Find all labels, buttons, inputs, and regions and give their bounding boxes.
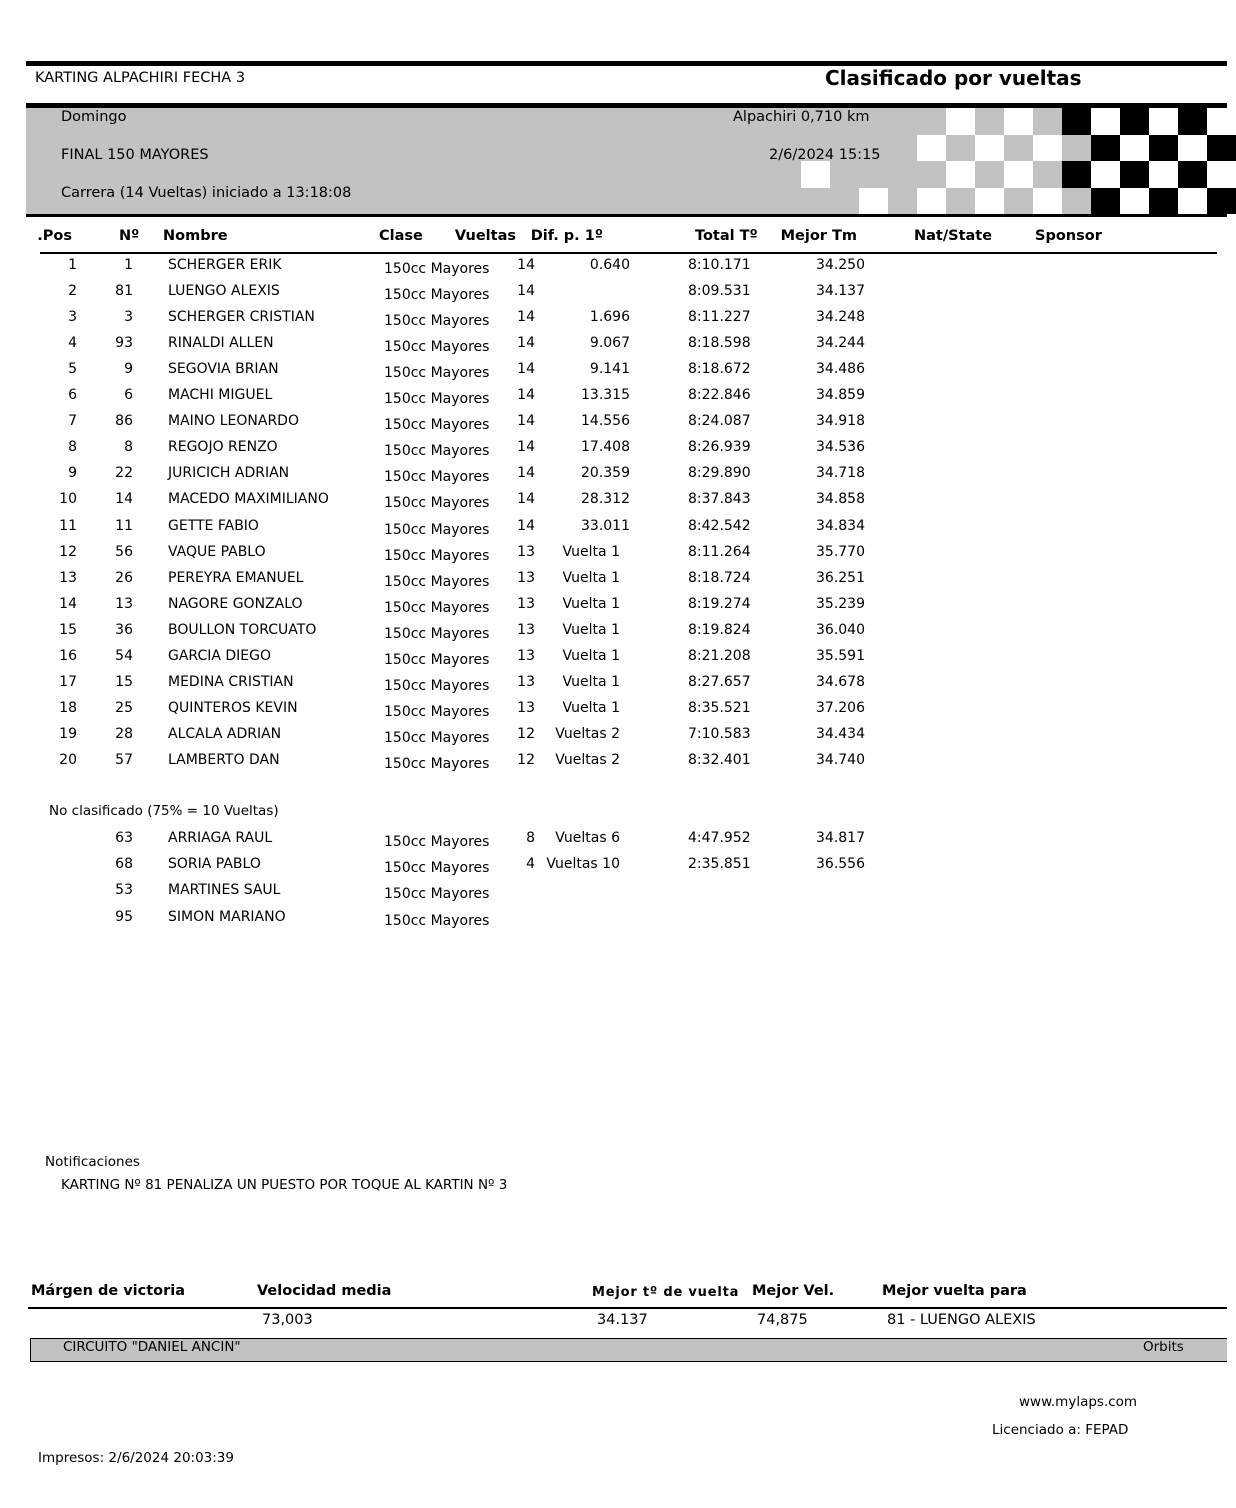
license: Licenciado a: FEPAD <box>992 1422 1129 1438</box>
diff-cell: 1 Vuelta <box>562 621 620 638</box>
diff-cell: 6 Vueltas <box>555 830 620 846</box>
col-sponsor: Sponsor <box>1035 228 1102 244</box>
table-row <box>0 751 1227 777</box>
kart-number-cell: 57 <box>115 751 133 768</box>
table-row <box>0 543 1227 569</box>
pos-cell: 5 <box>68 361 77 378</box>
kart-number-cell: 11 <box>115 517 133 534</box>
pos-cell: 1 <box>68 257 77 273</box>
laps-cell: 14 <box>517 439 535 456</box>
best-lap-cell: 34.434 <box>816 725 865 742</box>
col-num: Nº <box>119 228 140 244</box>
diff-cell: 10 Vueltas <box>546 856 620 873</box>
kart-number-cell: 3 <box>124 309 133 326</box>
driver-name-cell: MEDINA CRISTIAN <box>168 673 294 690</box>
best-lap-cell: 34.918 <box>816 413 865 430</box>
driver-name-cell: MAINO LEONARDO <box>168 413 299 430</box>
col-pos: Pos. <box>37 228 72 244</box>
best-lap-cell: 35.591 <box>816 647 865 664</box>
class-cell: 150cc Mayores <box>384 469 490 486</box>
class-cell: 150cc Mayores <box>384 625 490 642</box>
laps-cell: 12 <box>517 751 535 768</box>
table-row <box>0 855 1227 881</box>
driver-name-cell: SIMON MARIANO <box>168 908 286 925</box>
kart-number-cell: 6 <box>124 387 133 404</box>
diff-cell: 9.067 <box>589 335 630 352</box>
driver-name-cell: NAGORE GONZALO <box>168 595 303 612</box>
class-cell: 150cc Mayores <box>384 365 490 382</box>
laps-cell: 14 <box>517 335 535 352</box>
diff-cell: 1 Vuelta <box>562 699 620 716</box>
pos-cell: 10 <box>59 491 77 508</box>
table-row <box>0 621 1227 647</box>
driver-name-cell: MARTINES SAUL <box>168 882 281 899</box>
laps-cell: 13 <box>517 543 535 560</box>
class-cell: 150cc Mayores <box>384 651 490 668</box>
best-lap-value: 34.137 <box>597 1312 648 1328</box>
total-time-cell: 8:19.824 <box>688 621 751 638</box>
kart-number-cell: 13 <box>115 595 133 612</box>
avg-speed-label: Velocidad media <box>257 1283 392 1299</box>
total-time-cell: 8:32.401 <box>688 751 751 768</box>
laps-cell: 13 <box>517 621 535 638</box>
laps-cell: 13 <box>517 595 535 612</box>
table-row <box>0 360 1227 386</box>
table-row <box>0 334 1227 360</box>
best-lap-cell: 37.206 <box>816 699 865 716</box>
kart-number-cell: 15 <box>115 673 133 690</box>
driver-name-cell: SEGOVIA BRIAN <box>168 361 279 378</box>
driver-name-cell: SCHERGER CRISTIAN <box>168 309 315 326</box>
total-time-cell: 8:27.657 <box>688 673 751 690</box>
col-laps: Vueltas <box>454 228 516 244</box>
printed-time: Impresos: 2/6/2024 20:03:39 <box>38 1450 234 1466</box>
class-cell: 150cc Mayores <box>384 521 490 538</box>
laps-cell: 13 <box>517 569 535 586</box>
kart-number-cell: 93 <box>115 335 133 352</box>
driver-name-cell: BOULLON TORCUATO <box>168 621 317 638</box>
class-cell: 150cc Mayores <box>384 495 490 512</box>
table-row <box>0 881 1227 907</box>
laps-cell: 4 <box>526 856 535 873</box>
driver-name-cell: ALCALA ADRIAN <box>168 725 282 742</box>
table-row <box>0 908 1227 934</box>
table-row <box>0 308 1227 334</box>
diff-cell: 0.640 <box>589 257 630 273</box>
laps-cell: 14 <box>517 387 535 404</box>
day-label: Domingo <box>61 109 127 125</box>
table-row <box>0 595 1227 621</box>
table-row <box>0 256 1227 282</box>
total-time-cell: 8:29.890 <box>688 465 751 482</box>
best-lap-by-label: Mejor vuelta para <box>882 1283 1027 1299</box>
class-cell: 150cc Mayores <box>384 729 490 746</box>
diff-cell: 1.696 <box>589 309 630 326</box>
report-title: Clasificado por vueltas <box>825 66 1082 90</box>
driver-name-cell: PEREYRA EMANUEL <box>168 569 304 586</box>
diff-cell: 2 Vueltas <box>555 725 620 742</box>
diff-cell: 1 Vuelta <box>562 543 620 560</box>
col-class: Clase <box>379 228 423 244</box>
best-lap-cell: 36.251 <box>816 569 865 586</box>
pos-cell: 20 <box>59 751 77 768</box>
kart-number-cell: 63 <box>115 830 133 846</box>
pos-cell: 4 <box>68 335 77 352</box>
class-cell: 150cc Mayores <box>384 834 490 850</box>
summary-rule <box>28 1307 1227 1309</box>
class-cell: 150cc Mayores <box>384 599 490 616</box>
laps-cell: 14 <box>517 465 535 482</box>
session-name: FINAL 150 MAYORES <box>61 147 209 163</box>
best-lap-cell: 34.858 <box>816 491 865 508</box>
best-lap-cell: 34.536 <box>816 439 865 456</box>
total-time-cell: 8:18.724 <box>688 569 751 586</box>
diff-cell: 17.408 <box>581 439 630 456</box>
class-cell: 150cc Mayores <box>384 703 490 720</box>
kart-number-cell: 22 <box>115 465 133 482</box>
pos-cell: 9 <box>68 465 77 482</box>
laps-cell: 14 <box>517 517 535 534</box>
margin-label: Márgen de victoria <box>31 1283 186 1299</box>
avg-speed-value: 73,003 <box>262 1312 313 1328</box>
total-time-cell: 7:10.583 <box>688 725 751 742</box>
class-cell: 150cc Mayores <box>384 677 490 694</box>
total-time-cell: 8:24.087 <box>688 413 751 430</box>
table-row <box>0 464 1227 490</box>
table-row <box>0 517 1227 543</box>
table-row <box>0 829 1227 855</box>
driver-name-cell: MACEDO MAXIMILIANO <box>168 491 329 508</box>
driver-name-cell: JURICICH ADRIAN <box>168 465 290 482</box>
driver-name-cell: VAQUE PABLO <box>168 543 266 560</box>
class-cell: 150cc Mayores <box>384 912 490 929</box>
kart-number-cell: 56 <box>115 543 133 560</box>
diff-cell: 33.011 <box>581 517 630 534</box>
total-time-cell: 8:09.531 <box>688 283 751 300</box>
track-label: Alpachiri 0,710 km <box>733 109 870 125</box>
kart-number-cell: 36 <box>115 621 133 638</box>
total-time-cell: 8:37.843 <box>688 491 751 508</box>
diff-cell: 20.359 <box>581 465 630 482</box>
class-cell: 150cc Mayores <box>384 391 490 408</box>
table-row <box>0 569 1227 595</box>
total-time-cell: 4:47.952 <box>688 830 751 846</box>
total-time-cell: 8:26.939 <box>688 439 751 456</box>
table-row <box>0 386 1227 412</box>
kart-number-cell: 25 <box>115 699 133 716</box>
class-cell: 150cc Mayores <box>384 886 490 903</box>
best-lap-cell: 36.556 <box>816 856 865 873</box>
laps-cell: 14 <box>517 309 535 326</box>
laps-cell: 12 <box>517 725 535 742</box>
best-lap-label: Mejor tº de vuelta <box>592 1285 740 1300</box>
driver-name-cell: LUENGO ALEXIS <box>168 283 280 300</box>
driver-name-cell: GARCIA DIEGO <box>168 647 272 664</box>
laps-cell: 13 <box>517 673 535 690</box>
pos-cell: 19 <box>59 725 77 742</box>
total-time-cell: 8:10.171 <box>688 257 751 273</box>
best-lap-cell: 34.250 <box>816 257 865 273</box>
class-cell: 150cc Mayores <box>384 860 490 877</box>
brand-name: Orbits <box>1143 1339 1184 1355</box>
driver-name-cell: REGOJO RENZO <box>168 439 278 456</box>
best-lap-cell: 34.817 <box>816 830 865 846</box>
class-cell: 150cc Mayores <box>384 313 490 330</box>
pos-cell: 7 <box>68 413 77 430</box>
not-classified-title: No clasificado (75% = 10 Vueltas) <box>49 803 279 819</box>
kart-number-cell: 53 <box>115 882 133 899</box>
kart-number-cell: 26 <box>115 569 133 586</box>
kart-number-cell: 54 <box>115 647 133 664</box>
col-name: Nombre <box>163 228 228 244</box>
diff-cell: 13.315 <box>581 387 630 404</box>
kart-number-cell: 86 <box>115 413 133 430</box>
class-cell: 150cc Mayores <box>384 339 490 356</box>
race-info: Carrera (14 Vueltas) iniciado a 13:18:08 <box>61 185 352 201</box>
pos-cell: 11 <box>59 517 77 534</box>
circuit-name: CIRCUITO "DANIEL ANCIN" <box>63 1339 241 1355</box>
kart-number-cell: 68 <box>115 856 133 873</box>
best-lap-cell: 35.770 <box>816 543 865 560</box>
total-time-cell: 2:35.851 <box>688 856 751 873</box>
class-cell: 150cc Mayores <box>384 547 490 564</box>
table-header-rule <box>40 252 1217 254</box>
pos-cell: 2 <box>68 283 77 300</box>
pos-cell: 12 <box>59 543 77 560</box>
driver-name-cell: RINALDI ALLEN <box>168 335 274 352</box>
best-speed-value: 74,875 <box>757 1312 808 1328</box>
pos-cell: 18 <box>59 699 77 716</box>
kart-number-cell: 95 <box>115 908 133 925</box>
best-lap-cell: 36.040 <box>816 621 865 638</box>
kart-number-cell: 8 <box>124 439 133 456</box>
table-row <box>0 725 1227 751</box>
driver-name-cell: ARRIAGA RAUL <box>168 830 273 846</box>
diff-cell: 14.556 <box>581 413 630 430</box>
kart-number-cell: 28 <box>115 725 133 742</box>
laps-cell: 14 <box>517 413 535 430</box>
driver-name-cell: SCHERGER ERIK <box>168 257 282 273</box>
notification-text: KARTING Nº 81 PENALIZA UN PUESTO POR TOQUE AL KARTIN Nº 3 <box>61 1177 508 1193</box>
pos-cell: 16 <box>59 647 77 664</box>
total-time-cell: 8:19.274 <box>688 595 751 612</box>
diff-cell: 1 Vuelta <box>562 673 620 690</box>
driver-name-cell: GETTE FABIO <box>168 517 259 534</box>
class-cell: 150cc Mayores <box>384 573 490 590</box>
session-datetime: 2/6/2024 15:15 <box>769 147 881 163</box>
driver-name-cell: SORIA PABLO <box>168 856 261 873</box>
laps-cell: 14 <box>517 283 535 300</box>
diff-cell: 28.312 <box>581 491 630 508</box>
total-time-cell: 8:35.521 <box>688 699 751 716</box>
kart-number-cell: 1 <box>124 257 133 273</box>
diff-cell: 1 Vuelta <box>562 647 620 664</box>
table-row <box>0 282 1227 308</box>
class-cell: 150cc Mayores <box>384 261 490 277</box>
driver-name-cell: MACHI MIGUEL <box>168 387 273 404</box>
table-row <box>0 647 1227 673</box>
laps-cell: 13 <box>517 647 535 664</box>
total-time-cell: 8:42.542 <box>688 517 751 534</box>
best-lap-cell: 34.244 <box>816 335 865 352</box>
best-lap-cell: 34.137 <box>816 283 865 300</box>
total-time-cell: 8:11.264 <box>688 543 751 560</box>
laps-cell: 14 <box>517 491 535 508</box>
diff-cell: 2 Vueltas <box>555 751 620 768</box>
table-row <box>0 490 1227 516</box>
pos-cell: 14 <box>59 595 77 612</box>
total-time-cell: 8:18.672 <box>688 361 751 378</box>
notifications-title: Notificaciones <box>45 1154 140 1170</box>
total-time-cell: 8:22.846 <box>688 387 751 404</box>
best-lap-cell: 34.248 <box>816 309 865 326</box>
col-nat: Nat/State <box>914 228 993 244</box>
best-lap-by-value: 81 - LUENGO ALEXIS <box>887 1312 1036 1328</box>
col-best: Mejor Tm <box>780 228 857 244</box>
band-bottom-rule <box>26 214 1227 217</box>
class-cell: 150cc Mayores <box>384 287 490 304</box>
kart-number-cell: 9 <box>124 361 133 378</box>
diff-cell: 9.141 <box>589 361 630 378</box>
best-lap-cell: 34.678 <box>816 673 865 690</box>
class-cell: 150cc Mayores <box>384 443 490 460</box>
laps-cell: 14 <box>517 361 535 378</box>
total-time-cell: 8:21.208 <box>688 647 751 664</box>
kart-number-cell: 81 <box>115 283 133 300</box>
best-lap-cell: 34.486 <box>816 361 865 378</box>
driver-name-cell: QUINTEROS KEVIN <box>168 699 298 716</box>
pos-cell: 17 <box>59 673 77 690</box>
table-row <box>0 673 1227 699</box>
total-time-cell: 8:18.598 <box>688 335 751 352</box>
laps-cell: 8 <box>526 830 535 846</box>
total-time-cell: 8:11.227 <box>688 309 751 326</box>
best-lap-cell: 35.239 <box>816 595 865 612</box>
table-row <box>0 412 1227 438</box>
pos-cell: 6 <box>68 387 77 404</box>
class-cell: 150cc Mayores <box>384 417 490 434</box>
pos-cell: 13 <box>59 569 77 586</box>
kart-number-cell: 14 <box>115 491 133 508</box>
event-title: KARTING ALPACHIRI FECHA 3 <box>35 70 246 86</box>
laps-cell: 13 <box>517 699 535 716</box>
diff-cell: 1 Vuelta <box>562 595 620 612</box>
website: www.mylaps.com <box>1019 1394 1138 1410</box>
diff-cell: 1 Vuelta <box>562 569 620 586</box>
laps-cell: 14 <box>517 257 535 273</box>
pos-cell: 15 <box>59 621 77 638</box>
driver-name-cell: LAMBERTO DAN <box>168 751 280 768</box>
best-lap-cell: 34.718 <box>816 465 865 482</box>
col-total: Total Tº <box>695 228 758 244</box>
table-row <box>0 438 1227 464</box>
pos-cell: 8 <box>68 439 77 456</box>
pos-cell: 3 <box>68 309 77 326</box>
table-row <box>0 699 1227 725</box>
best-lap-cell: 34.740 <box>816 751 865 768</box>
best-lap-cell: 34.859 <box>816 387 865 404</box>
col-diff: Dif. p. 1º <box>530 228 603 244</box>
best-lap-cell: 34.834 <box>816 517 865 534</box>
best-speed-label: Mejor Vel. <box>752 1283 835 1299</box>
class-cell: 150cc Mayores <box>384 755 490 772</box>
